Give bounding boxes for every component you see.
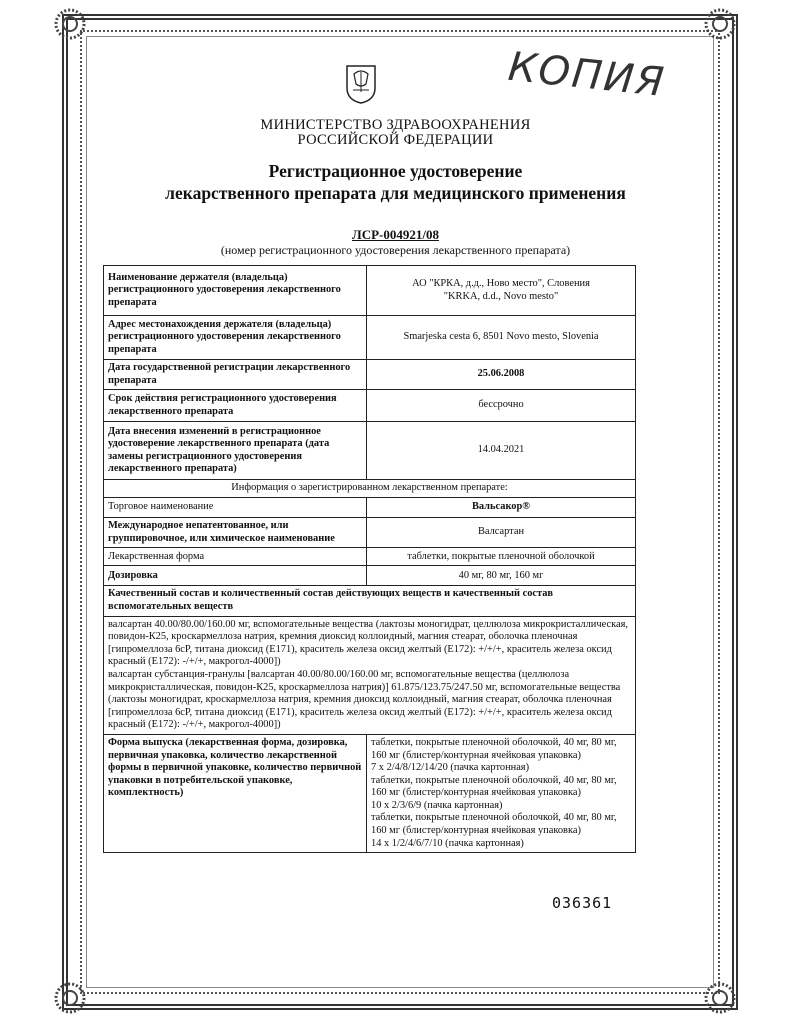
release-form-value [367,734,636,852]
validity-period-value: бессрочно [367,390,636,422]
holder-address-value: Smarjeska cesta 6, 8501 Novo mesto, Slovenia [367,316,636,360]
table-row [104,390,636,422]
release-item-1-line1: таблетки, покрытые пленочной оболочкой, 40 мг, 80 мг, 160 мг (блистер/контурная ячейковая упаковка) [371,736,617,761]
holder-name-value-line1: АО "КРКА, д.д., Ново место", Словения [412,277,590,289]
blank-serial-number: 036361 [552,894,613,912]
release-item-2-line1: таблетки, покрытые пленочной оболочкой, 40 мг, 80 мг, 160 мг (блистер/контурная ячейковая упаковка) [371,774,617,799]
trade-name-label: Торговое наименование [104,498,367,518]
changes-date-value: 14.04.2021 [367,422,636,480]
table-row [104,498,636,518]
release-item-2-line2: 10 x 2/3/6/9 (пачка картонная) [371,799,503,811]
table-row [104,266,636,316]
changes-date-label: Дата внесения изменений в регистрационное удостоверение лекарственного препарата (дата замены регистрационного удостоверения лекарственного препарата) [104,422,367,480]
state-registration-date-value: 25.06.2008 [367,360,636,390]
holder-name-value [367,266,636,316]
ministry-name-line1: МИНИСТЕРСТВО ЗДРАВООХРАНЕНИЯ [260,117,531,133]
inn-label: Международное непатентованное, или группировочное, или химическое наименование [104,518,367,548]
composition-details [104,616,636,734]
table-row [104,316,636,360]
dosage-value: 40 мг, 80 мг, 160 мг [367,566,636,586]
composition-paragraph-1: валсартан 40.00/80.00/160.00 мг, вспомогательные вещества (лактозы моногидрат, целлюлоза микрокристаллическая, повидон-К25, кроскармеллоза натрия, кремния диоксид коллоидный, магния стеарат, оболочка пленочная [гипромеллоза 6cP, титана диоксид (E171), краситель железа оксид желтый (E172): +/+/+, краситель железа оксид красный (E172): -/+/+, макрогол-4000]) [108,618,628,668]
table-row [104,518,636,548]
document-title-line2: лекарственного препарата для медицинского применения [165,183,626,203]
holder-name-value-line2: "KRKA, d.d., Novo mesto" [443,290,559,302]
ministry-name-line2: РОССИЙСКОЙ ФЕДЕРАЦИИ [297,132,494,148]
inn-value: Валсартан [367,518,636,548]
table-row [104,566,636,586]
document-title-line1: Регистрационное удостоверение [268,161,523,181]
table-row [104,422,636,480]
table-row [104,586,636,616]
composition-paragraph-2: валсартан субстанция-гранулы [валсартан 40.00/80.00/160.00 мг, вспомогательные вещества (целлюлоза микрокристаллическая, повидон-К25, кроскармеллоза натрия)] 61.875/123.75/247.50 мг, вспомогательные вещества (лактозы моногидрат, кроскармеллоза натрия, кремния диоксид коллоидный, магния стеарат, оболочка пленочная [гипромеллоза 6cP, титана диоксид (E171), краситель железа оксид желтый (E172): +/+/+, краситель железа оксид красный (E172): -/+/+, макрогол-4000]) [108,668,621,731]
registration-table [103,265,636,853]
validity-period-label: Срок действия регистрационного удостоверения лекарственного препарата [104,390,367,422]
release-item-3-line2: 14 x 1/2/4/6/7/10 (пачка картонная) [371,837,524,849]
table-row [104,734,636,852]
dosage-form-label: Лекарственная форма [104,548,367,566]
copy-stamp: КОПИЯ [506,43,668,107]
holder-name-label: Наименование держателя (владельца) регистрационного удостоверения лекарственного препарата [104,266,367,316]
ornament-corner-icon [50,4,90,44]
registration-number-caption: (номер регистрационного удостоверения лекарственного препарата) [220,243,571,257]
ornament-corner-icon [700,4,740,44]
state-registration-date-label: Дата государственной регистрации лекарственного препарата [104,360,367,390]
trade-name-value: Вальсакор® [367,498,636,518]
ornament-corner-icon [700,978,740,1018]
release-item-1-line2: 7 x 2/4/8/12/14/20 (пачка картонная) [371,762,530,774]
holder-address-label: Адрес местонахождения держателя (владельца) регистрационного удостоверения лекарственного препарата [104,316,367,360]
dosage-form-value: таблетки, покрытые пленочной оболочкой [367,548,636,566]
release-item-3-line1: таблетки, покрытые пленочной оболочкой, 40 мг, 80 мг, 160 мг (блистер/контурная ячейковая упаковка) [371,812,617,837]
release-form-label: Форма выпуска (лекарственная форма, дозировка, первичная упаковка, количество лекарственной формы в первичной упаковке, количество первичной упаковки в потребительской упаковке, комплектность) [104,734,367,852]
registration-number: ЛСР-004921/08 [352,227,439,242]
drug-info-heading: Информация о зарегистрированном лекарственном препарате: [104,480,636,498]
composition-heading: Качественный состав и количественный состав действующих веществ и качественный состав вспомогательных веществ [104,586,636,616]
table-row [104,480,636,498]
table-row [104,616,636,734]
table-row [104,548,636,566]
dosage-label: Дозировка [104,566,367,586]
table-row [104,360,636,390]
ornament-corner-icon [50,978,90,1018]
coat-of-arms-icon [345,62,377,104]
